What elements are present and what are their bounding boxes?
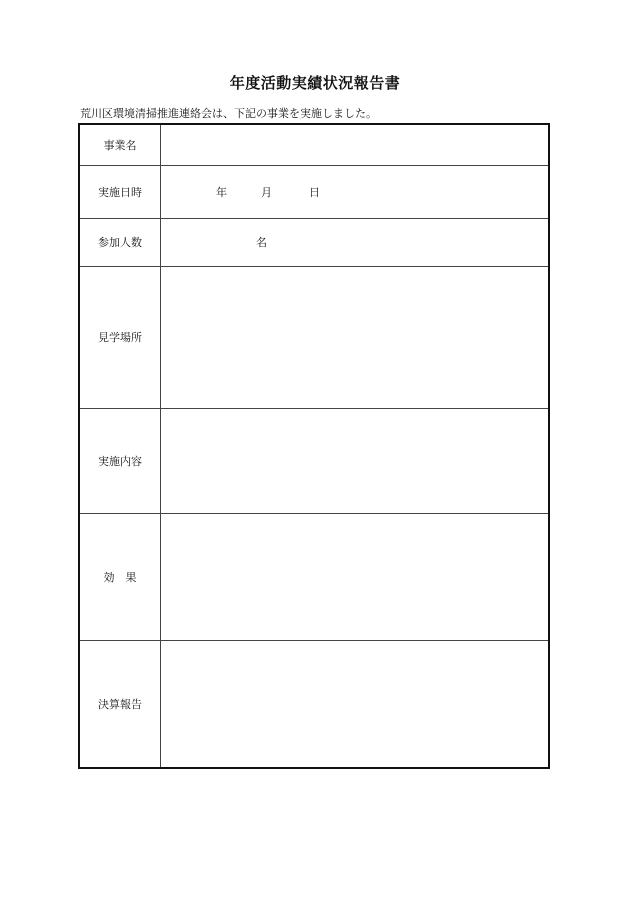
field-visit-place[interactable]: [161, 266, 550, 408]
label-contents: 実施内容: [79, 408, 161, 513]
row-effect: [79, 513, 549, 640]
document-title: 年度活動実績状況報告書: [229, 74, 401, 92]
date-day-unit: 日: [309, 185, 320, 199]
report-form-table: [78, 123, 550, 769]
date-month-unit: 月: [261, 185, 272, 199]
field-effect[interactable]: [161, 513, 550, 640]
label-effect: 効 果: [79, 513, 161, 640]
row-contents: [79, 408, 549, 513]
label-event-name: 事業名: [79, 124, 161, 165]
date-year-unit: 年: [216, 185, 227, 199]
row-visit-place: [79, 266, 549, 408]
row-date: [79, 165, 549, 218]
participants-unit: 名: [256, 236, 267, 249]
field-date[interactable]: [161, 165, 550, 218]
label-visit-place: 見学場所: [79, 266, 161, 408]
field-contents[interactable]: [161, 408, 550, 513]
field-settlement[interactable]: [161, 640, 550, 768]
row-settlement: [79, 640, 549, 768]
row-participants: [79, 218, 549, 266]
label-settlement: 決算報告: [79, 640, 161, 768]
label-date: 実施日時: [79, 165, 161, 218]
row-event-name: [79, 124, 549, 165]
field-event-name[interactable]: [161, 124, 550, 165]
label-participants: 参加人数: [79, 218, 161, 266]
field-participants[interactable]: [161, 218, 550, 266]
intro-text: 荒川区環境清掃推進連絡会は、下記の事業を実施しました。: [80, 107, 377, 120]
